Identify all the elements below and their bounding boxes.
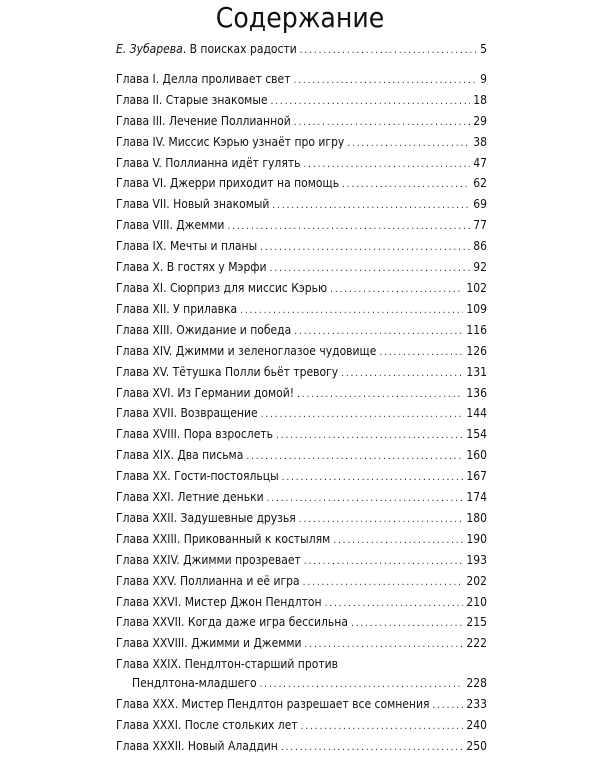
toc-entry-page: 160	[466, 448, 487, 463]
toc-entry-label: Глава X. В гостях у Мэрфи	[116, 260, 267, 275]
dot-leader	[227, 218, 470, 237]
toc-entry-label: Глава XII. У прилавка	[116, 301, 238, 316]
toc-intro-row[interactable]	[116, 40, 487, 61]
toc-entry-label: Глава XVI. Из Германии домой!	[116, 385, 295, 400]
toc-entry[interactable]	[116, 342, 487, 363]
toc-entry-label-continued: Пендлтона-младшего	[132, 676, 257, 691]
toc-entry-label: Глава XXIX. Пендлтон-старший против	[116, 657, 338, 672]
dot-leader	[260, 239, 470, 258]
dot-leader	[294, 114, 471, 133]
dot-leader	[433, 697, 464, 716]
dot-leader	[267, 490, 464, 509]
toc-entry-page: 62	[473, 176, 487, 191]
toc-entry[interactable]	[116, 551, 487, 572]
toc-entry-page: 222	[466, 636, 487, 651]
toc-entry-page: 228	[466, 676, 487, 691]
toc-entry-label: Глава XXXII. Новый Аладдин	[116, 738, 278, 753]
dot-leader	[293, 72, 477, 91]
dot-leader	[272, 197, 470, 216]
toc-entry-label: Глава XXIII. Прикованный к костылям	[116, 531, 331, 546]
toc-entry-page: 102	[466, 280, 487, 295]
toc-entry[interactable]	[116, 174, 487, 195]
toc-entry[interactable]	[116, 321, 487, 342]
toc-entry[interactable]	[116, 70, 487, 91]
toc-entry-page: 86	[473, 239, 487, 254]
toc-entry-page: 92	[473, 260, 487, 275]
toc-entry-page: 77	[473, 218, 487, 233]
toc-entry-label: Глава V. Поллианна идёт гулять	[116, 155, 301, 170]
toc-entry-page: 69	[473, 197, 487, 212]
toc-entry-label: Глава XVII. Возвращение	[116, 406, 258, 421]
dot-leader	[246, 448, 463, 467]
toc-entry-label: Глава XX. Гости-постояльцы	[116, 469, 279, 484]
toc-entry[interactable]	[116, 154, 487, 175]
toc-entry[interactable]	[116, 655, 487, 674]
toc-entry-page: 174	[466, 490, 487, 505]
table-of-contents	[116, 40, 487, 758]
toc-intro-text: . В поисках радости	[182, 42, 297, 56]
toc-entry-label: Глава XXI. Летние деньки	[116, 490, 264, 505]
toc-entry-label: Глава VII. Новый знакомый	[116, 197, 270, 212]
toc-entry-page: 38	[473, 134, 487, 149]
dot-leader	[347, 135, 470, 154]
toc-entry-label: Глава XXVII. Когда даже игра бессильна	[116, 615, 348, 630]
toc-entry-continuation[interactable]	[116, 674, 487, 695]
toc-entry-page: 180	[466, 510, 487, 525]
toc-entry-page: 250	[466, 738, 487, 753]
dot-leader	[303, 574, 464, 593]
page-title: Содержание	[215, 1, 385, 34]
dot-leader	[276, 427, 463, 446]
toc-entry[interactable]	[116, 695, 487, 716]
toc-entry[interactable]	[116, 509, 487, 530]
toc-entry-page: 144	[466, 406, 487, 421]
toc-entry[interactable]	[116, 258, 487, 279]
dot-leader	[325, 595, 464, 614]
dot-leader	[330, 281, 463, 300]
toc-entry[interactable]	[116, 613, 487, 634]
toc-entry[interactable]	[116, 384, 487, 405]
toc-entry-page: 154	[466, 427, 487, 442]
toc-entry-page: 131	[466, 364, 487, 379]
dot-leader	[303, 156, 470, 175]
toc-entry[interactable]	[116, 91, 487, 112]
toc-entry-label: Глава XXX. Мистер Пендлтон разрешает все сомнения	[116, 697, 430, 712]
toc-entry-page: 116	[466, 322, 487, 337]
dot-leader	[294, 323, 463, 342]
dot-leader	[260, 676, 464, 695]
dot-leader	[240, 302, 463, 321]
toc-entry-label: Глава XV. Тётушка Полли бьёт тревогу	[116, 364, 339, 379]
dot-leader	[270, 260, 471, 279]
toc-entry-page: 126	[466, 343, 487, 358]
toc-intro-author: Е. Зубарева	[116, 42, 183, 56]
dot-leader	[297, 386, 463, 405]
toc-entry-page: 29	[473, 113, 487, 128]
toc-entry-page: 18	[473, 92, 487, 107]
toc-entry[interactable]	[116, 467, 487, 488]
dot-leader	[301, 718, 464, 737]
toc-intro-label	[116, 40, 297, 59]
toc-entry-label: Глава III. Лечение Поллианной	[116, 113, 291, 128]
toc-entry-page: 193	[466, 552, 487, 567]
dot-leader	[299, 511, 464, 530]
toc-entry[interactable]	[116, 425, 487, 446]
toc-entry[interactable]	[116, 363, 487, 384]
toc-entry[interactable]	[116, 737, 487, 758]
toc-entry-page: 210	[466, 594, 487, 609]
toc-intro-page: 5	[480, 42, 487, 56]
toc-entry-label: Глава XIII. Ожидание и победа	[116, 322, 292, 337]
toc-entry[interactable]	[116, 572, 487, 593]
toc-entry[interactable]	[116, 404, 487, 425]
toc-entry-page: 167	[466, 469, 487, 484]
toc-entry[interactable]	[116, 488, 487, 509]
dot-leader	[261, 406, 464, 425]
toc-entry[interactable]	[116, 446, 487, 467]
toc-entry-label: Глава XIV. Джимми и зеленоглазое чудовище	[116, 343, 377, 358]
toc-entry[interactable]	[116, 300, 487, 321]
toc-entry[interactable]	[116, 112, 487, 133]
toc-entry-label: Глава XVIII. Пора взрослеть	[116, 427, 274, 442]
toc-entry-page: 240	[466, 718, 487, 732]
toc-entry-list	[116, 70, 487, 758]
toc-entry-page: 215	[466, 615, 487, 630]
toc-entry-label: Глава XXII. Задушевные друзья	[116, 510, 296, 525]
dot-leader	[341, 365, 463, 384]
toc-entry-page: 47	[473, 155, 487, 170]
dot-leader	[300, 42, 477, 61]
dot-leader	[304, 553, 464, 572]
toc-entry[interactable]	[116, 279, 487, 300]
toc-entry[interactable]	[116, 237, 487, 258]
dot-leader	[282, 469, 464, 488]
toc-entry-page: 136	[466, 385, 487, 400]
toc-entry[interactable]	[116, 195, 487, 216]
toc-entry-page: 233	[466, 697, 487, 712]
toc-entry[interactable]	[116, 716, 487, 737]
toc-entry[interactable]	[116, 216, 487, 237]
toc-entry[interactable]	[116, 133, 487, 154]
toc-entry-label: Глава XI. Сюрприз для миссис Кэрью	[116, 280, 328, 295]
toc-entry-label: Глава IV. Миссис Кэрью узнаёт про игру	[116, 134, 345, 149]
toc-entry-label: Глава IX. Мечты и планы	[116, 239, 258, 254]
dot-leader	[281, 739, 464, 758]
toc-entry-label: Глава XXXI. После стольких лет	[116, 718, 298, 732]
toc-entry-label: Глава XXV. Поллианна и её игра	[116, 573, 300, 588]
dot-leader	[333, 532, 463, 551]
toc-entry-page: 202	[466, 573, 487, 588]
dot-leader	[351, 615, 463, 634]
toc-entry-label: Глава XXIV. Джимми прозревает	[116, 552, 301, 567]
toc-entry-label: Глава VI. Джерри приходит на помощь	[116, 176, 340, 191]
toc-entry[interactable]	[116, 530, 487, 551]
dot-leader	[305, 636, 464, 655]
toc-entry-label: Глава XIX. Два письма	[116, 448, 244, 463]
toc-entry-page: 9	[480, 71, 487, 86]
dot-leader	[342, 176, 470, 195]
toc-entry-label: Глава I. Делла проливает свет	[116, 71, 291, 86]
toc-entry-label: Глава XXVI. Мистер Джон Пендлтон	[116, 594, 322, 609]
dot-leader	[379, 344, 463, 363]
toc-entry-label: Глава VIII. Джемми	[116, 218, 225, 233]
toc-entry[interactable]	[116, 593, 487, 614]
dot-leader	[270, 93, 470, 112]
toc-entry-page: 190	[466, 531, 487, 546]
toc-entry-label: Глава II. Старые знакомые	[116, 92, 268, 107]
toc-entry[interactable]	[116, 634, 487, 655]
toc-entry-label: Глава XXVIII. Джимми и Джемми	[116, 636, 302, 651]
toc-entry-page: 109	[466, 301, 487, 316]
